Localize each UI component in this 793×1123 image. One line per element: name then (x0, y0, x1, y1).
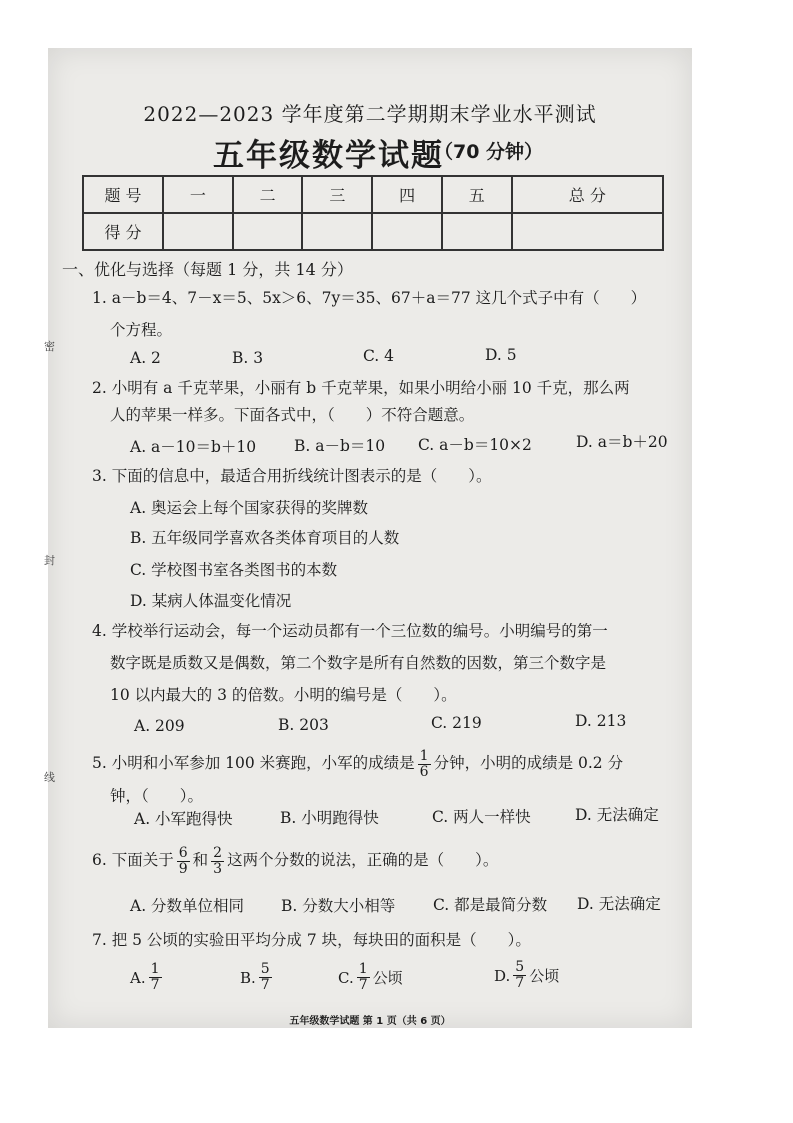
option-label: A. (130, 968, 146, 987)
question-4-text-cont2: 10 以内最大的 3 的倍数。小明的编号是（ ）。 (110, 686, 457, 704)
question-5-text-cont: 钟，（ ）。 (110, 787, 204, 805)
score-table-col-5: 五 (442, 176, 512, 213)
question-4-text: 4. 学校举行运动会，每一个运动员都有一个三位数的编号。小明编号的第一 (92, 622, 608, 640)
page-footer: 五年级数学试题 第 1 页（共 6 页） (289, 1016, 451, 1027)
score-table-score-row (83, 213, 663, 250)
question-3-text: 3. 下面的信息中，最适合用折线统计图表示的是（ ）。 (92, 467, 492, 485)
score-table-col-total: 总 分 (512, 176, 663, 213)
score-table (82, 175, 664, 251)
binding-margin-mark: 线 (44, 771, 55, 784)
binding-margin-mark: 密 (44, 340, 55, 353)
score-cell[interactable] (163, 213, 233, 250)
question-4-option-b[interactable]: B. 203 (278, 716, 329, 734)
exam-paper (48, 48, 692, 1028)
fraction-numerator: 6 (178, 844, 188, 861)
fraction-denominator: 3 (213, 860, 223, 877)
question-7-option-b[interactable] (240, 962, 275, 993)
question-4-option-c[interactable]: C. 219 (431, 714, 482, 732)
question-1-text-cont: 个方程。 (110, 321, 173, 339)
question-6-option-c[interactable]: C. 都是最简分数 (433, 896, 548, 914)
question-2-text-cont: 人的苹果一样多。下面各式中，（ ）不符合题意。 (110, 406, 475, 424)
question-7-option-c[interactable] (338, 962, 403, 993)
question-7-option-a[interactable] (130, 962, 165, 993)
question-5-text-post: 分钟，小明的成绩是 0.2 分 (433, 754, 624, 772)
fraction-denominator: 7 (150, 977, 160, 993)
score-table-col-1: 一 (163, 176, 233, 213)
score-table-col-2: 二 (233, 176, 303, 213)
question-5-option-a[interactable]: A. 小军跑得快 (134, 810, 233, 828)
option-unit: 公顷 (529, 966, 560, 985)
exam-title: 2022—2023 学年度第二学期期末学业水平测试 (143, 102, 597, 126)
question-6-text-pre: 6. 下面关于 (92, 851, 174, 869)
fraction (259, 962, 272, 993)
fraction-numerator: 5 (260, 961, 270, 977)
binding-margin-mark: 封 (44, 554, 55, 567)
score-cell[interactable] (233, 213, 303, 250)
question-7-option-d[interactable] (494, 960, 559, 991)
score-table-row-label: 得 分 (83, 213, 163, 250)
question-2-text: 2. 小明有 a 千克苹果，小丽有 b 千克苹果，如果小明给小丽 10 千克，那么两 (92, 379, 630, 397)
fraction (418, 749, 431, 780)
question-6-text-post: 这两个分数的说法，正确的是（ ）。 (227, 851, 499, 869)
score-table-header-row (83, 176, 663, 213)
fraction-numerator: 1 (419, 747, 429, 764)
question-4-text-cont: 数字既是质数又是偶数，第二个数字是所有自然数的因数，第三个数字是 (110, 654, 607, 672)
subject-title: 五年级数学试题 (213, 138, 444, 174)
question-1-option-d[interactable]: D. 5 (485, 346, 517, 364)
score-cell[interactable] (302, 213, 372, 250)
question-1-option-b[interactable]: B. 3 (232, 349, 264, 367)
fraction-denominator: 9 (178, 860, 188, 877)
score-table-row-label: 题 号 (83, 176, 163, 213)
score-table-col-3: 三 (302, 176, 372, 213)
fraction-numerator: 2 (213, 844, 223, 861)
question-5-text-pre: 5. 小明和小军参加 100 米赛跑，小军的成绩是 (92, 754, 415, 772)
question-2-option-b[interactable]: B. a－b＝10 (294, 437, 386, 455)
fraction-numerator: 1 (358, 961, 368, 977)
score-cell[interactable] (442, 213, 512, 250)
question-6-option-b[interactable]: B. 分数大小相等 (281, 897, 396, 915)
question-3-option-d[interactable]: D. 某病人体温变化情况 (130, 592, 292, 610)
question-6-text (92, 842, 498, 878)
question-1-text: 1. a－b＝4、7－x＝5、5x＞6、7y＝35、67＋a＝77 这几个式子中有（ ） (92, 289, 647, 307)
fraction (357, 962, 370, 993)
section-title: 一、优化与选择（每题 1 分，共 14 分） (62, 260, 353, 279)
score-table-col-4: 四 (372, 176, 442, 213)
question-5-option-d[interactable]: D. 无法确定 (575, 806, 659, 824)
question-1-option-c[interactable]: C. 4 (363, 347, 395, 365)
question-3-option-c[interactable]: C. 学校图书室各类图书的本数 (130, 561, 338, 579)
fraction (211, 846, 224, 877)
fraction-denominator: 7 (515, 975, 525, 991)
fraction (149, 962, 162, 993)
question-3-option-a[interactable]: A. 奥运会上每个国家获得的奖牌数 (130, 499, 369, 517)
score-cell[interactable] (372, 213, 442, 250)
subject-time: （70 分钟） (434, 141, 544, 163)
question-4-option-d[interactable]: D. 213 (575, 712, 627, 730)
question-6-option-d[interactable]: D. 无法确定 (577, 895, 661, 913)
score-cell[interactable] (512, 213, 663, 250)
option-label: D. (494, 966, 511, 985)
question-6-text-mid: 和 (192, 851, 209, 869)
fraction-denominator: 7 (260, 977, 270, 993)
option-unit: 公顷 (372, 968, 403, 987)
question-5-option-b[interactable]: B. 小明跑得快 (280, 809, 379, 827)
question-1-option-a[interactable]: A. 2 (130, 349, 161, 367)
fraction-numerator: 1 (150, 961, 160, 977)
option-label: B. (240, 968, 256, 987)
question-2-option-d[interactable]: D. a＝b＋20 (576, 433, 668, 451)
question-3-option-b[interactable]: B. 五年级同学喜欢各类体育项目的人数 (130, 529, 400, 547)
fraction (177, 846, 190, 877)
fraction-denominator: 6 (419, 763, 429, 780)
question-2-option-c[interactable]: C. a－b＝10×2 (418, 436, 532, 454)
question-4-option-a[interactable]: A. 209 (134, 717, 185, 735)
fraction-numerator: 5 (515, 959, 525, 975)
question-6-option-a[interactable]: A. 分数单位相同 (130, 897, 245, 915)
question-5-option-c[interactable]: C. 两人一样快 (432, 808, 531, 826)
fraction (513, 960, 526, 991)
question-2-option-a[interactable]: A. a－10＝b＋10 (130, 438, 257, 456)
option-label: C. (338, 968, 354, 987)
question-7-text: 7. 把 5 公顷的实验田平均分成 7 块，每块田的面积是（ ）。 (92, 931, 531, 949)
question-5-text (92, 745, 623, 781)
fraction-denominator: 7 (358, 977, 368, 993)
